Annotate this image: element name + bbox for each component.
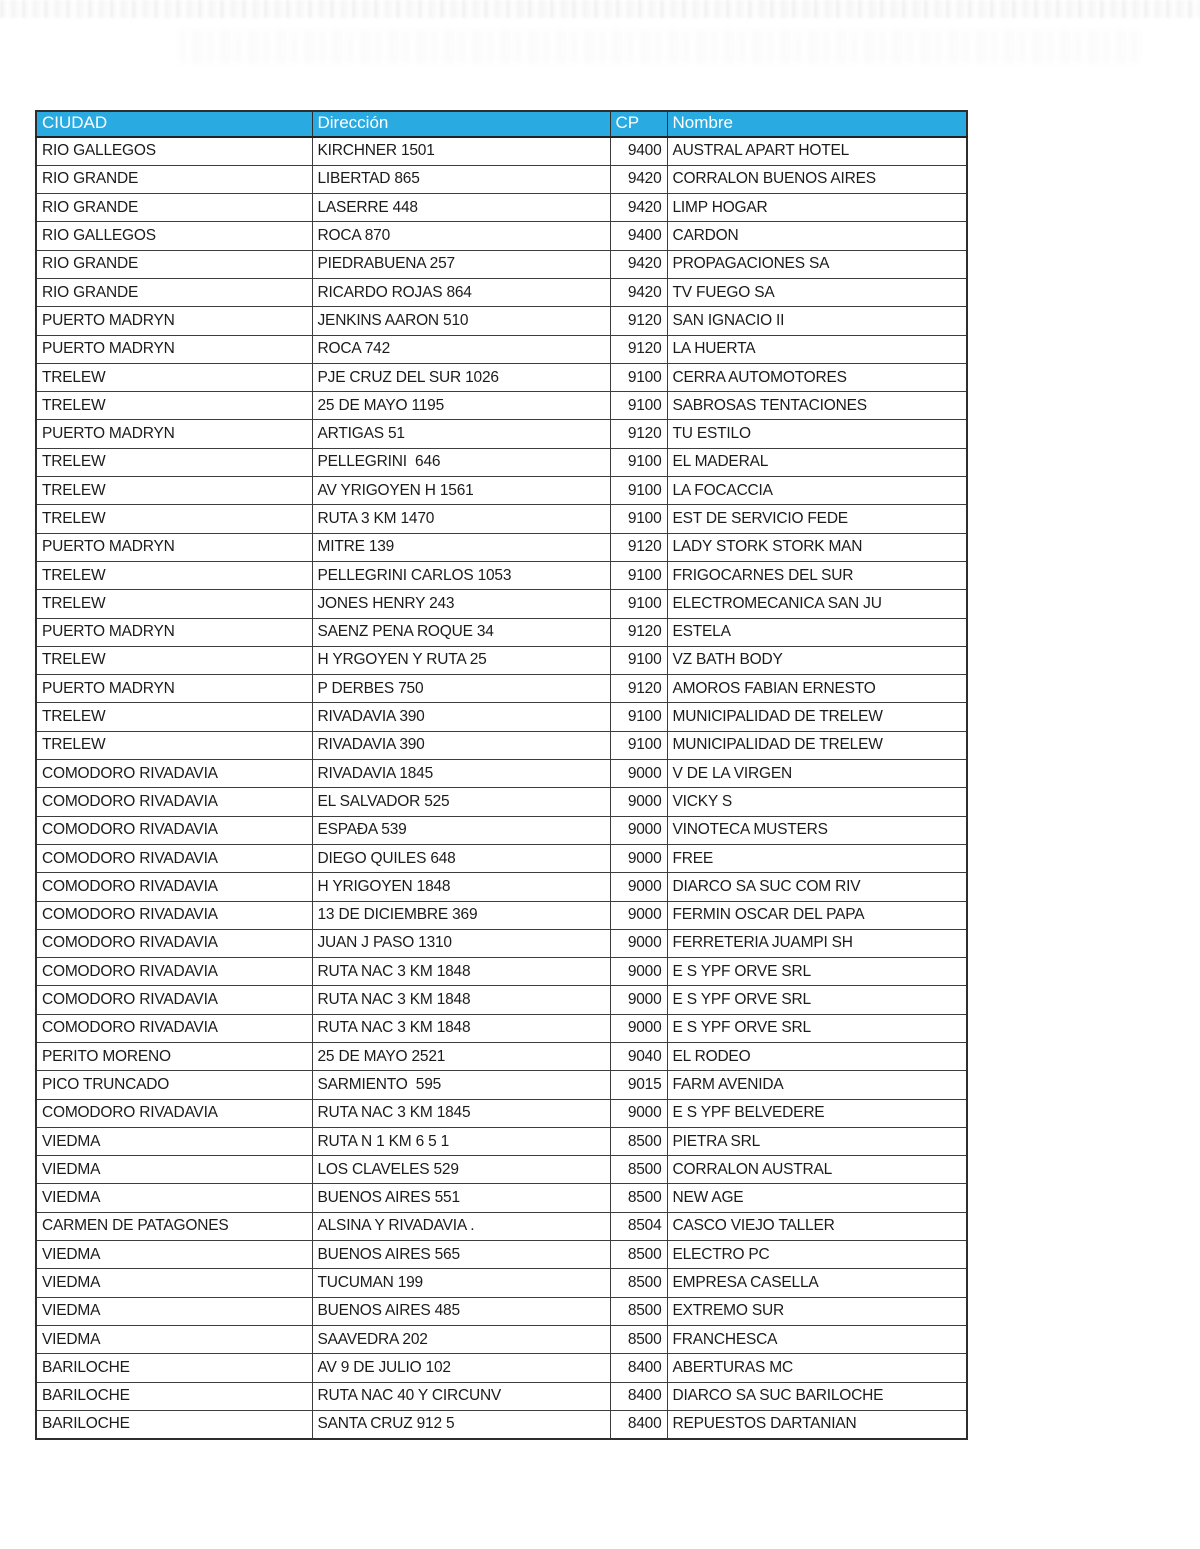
cell-city: RIO GRANDE <box>36 250 312 278</box>
cell-name: PIETRA SRL <box>667 1127 967 1155</box>
cell-city: VIEDMA <box>36 1269 312 1297</box>
cell-address: RIVADAVIA 1845 <box>312 760 610 788</box>
cell-address: KIRCHNER 1501 <box>312 137 610 165</box>
cell-address: ESPAÐA 539 <box>312 816 610 844</box>
cell-city: RIO GALLEGOS <box>36 222 312 250</box>
cell-cp: 9120 <box>610 533 667 561</box>
cell-cp: 9000 <box>610 986 667 1014</box>
table-row <box>36 1325 967 1353</box>
table-row <box>36 760 967 788</box>
cell-address: BUENOS AIRES 565 <box>312 1241 610 1269</box>
column-header-name: Nombre <box>667 111 967 137</box>
table-row <box>36 1241 967 1269</box>
cell-name: CORRALON AUSTRAL <box>667 1156 967 1184</box>
cell-city: TRELEW <box>36 646 312 674</box>
cell-name: EL RODEO <box>667 1043 967 1071</box>
cell-cp: 8500 <box>610 1127 667 1155</box>
cell-cp: 9100 <box>610 731 667 759</box>
cell-name: TU ESTILO <box>667 420 967 448</box>
cell-cp: 9100 <box>610 646 667 674</box>
cell-city: VIEDMA <box>36 1297 312 1325</box>
cell-name: FERRETERIA JUAMPI SH <box>667 929 967 957</box>
cell-city: BARILOCHE <box>36 1354 312 1382</box>
cell-city: PERITO MORENO <box>36 1043 312 1071</box>
cell-city: COMODORO RIVADAVIA <box>36 958 312 986</box>
column-header-city: CIUDAD <box>36 111 312 137</box>
table-row <box>36 703 967 731</box>
cell-city: VIEDMA <box>36 1156 312 1184</box>
cell-city: VIEDMA <box>36 1241 312 1269</box>
table-row <box>36 335 967 363</box>
table-row <box>36 1212 967 1240</box>
cell-name: FARM AVENIDA <box>667 1071 967 1099</box>
cell-cp: 9420 <box>610 278 667 306</box>
table-row <box>36 165 967 193</box>
cell-address: 25 DE MAYO 1195 <box>312 392 610 420</box>
cell-name: VZ BATH BODY <box>667 646 967 674</box>
cell-address: PELLEGRINI CARLOS 1053 <box>312 561 610 589</box>
cell-city: TRELEW <box>36 505 312 533</box>
cell-name: E S YPF BELVEDERE <box>667 1099 967 1127</box>
directory-table <box>35 110 968 1440</box>
cell-cp: 9400 <box>610 222 667 250</box>
cell-city: VIEDMA <box>36 1184 312 1212</box>
cell-cp: 8500 <box>610 1297 667 1325</box>
cell-name: EXTREMO SUR <box>667 1297 967 1325</box>
cell-address: RUTA NAC 40 Y CIRCUNV <box>312 1382 610 1410</box>
cell-cp: 9100 <box>610 561 667 589</box>
cell-address: AV 9 DE JULIO 102 <box>312 1354 610 1382</box>
cell-address: RUTA NAC 3 KM 1848 <box>312 986 610 1014</box>
cell-address: PJE CRUZ DEL SUR 1026 <box>312 363 610 391</box>
cell-name: REPUESTOS DARTANIAN <box>667 1410 967 1438</box>
cell-cp: 9120 <box>610 420 667 448</box>
table-row <box>36 1269 967 1297</box>
cell-city: PICO TRUNCADO <box>36 1071 312 1099</box>
cell-cp: 9100 <box>610 590 667 618</box>
cell-cp: 9000 <box>610 816 667 844</box>
cell-name: E S YPF ORVE SRL <box>667 958 967 986</box>
cell-address: MITRE 139 <box>312 533 610 561</box>
cell-cp: 9040 <box>610 1043 667 1071</box>
cell-address: RUTA NAC 3 KM 1845 <box>312 1099 610 1127</box>
column-header-address: Dirección <box>312 111 610 137</box>
table-row <box>36 646 967 674</box>
table-row <box>36 477 967 505</box>
table-row <box>36 816 967 844</box>
cell-name: DIARCO SA SUC BARILOCHE <box>667 1382 967 1410</box>
cell-cp: 8500 <box>610 1156 667 1184</box>
cell-city: RIO GRANDE <box>36 165 312 193</box>
table-row <box>36 137 967 165</box>
cell-cp: 9000 <box>610 1014 667 1042</box>
cell-name: LA HUERTA <box>667 335 967 363</box>
cell-address: RIVADAVIA 390 <box>312 731 610 759</box>
table-row <box>36 194 967 222</box>
cell-cp: 9000 <box>610 788 667 816</box>
cell-name: MUNICIPALIDAD DE TRELEW <box>667 703 967 731</box>
table-row <box>36 1071 967 1099</box>
cell-city: TRELEW <box>36 392 312 420</box>
cell-city: VIEDMA <box>36 1325 312 1353</box>
cell-name: AUSTRAL APART HOTEL <box>667 137 967 165</box>
table-row <box>36 873 967 901</box>
cell-city: COMODORO RIVADAVIA <box>36 1014 312 1042</box>
cell-cp: 8400 <box>610 1410 667 1438</box>
table-row <box>36 929 967 957</box>
cell-name: FRIGOCARNES DEL SUR <box>667 561 967 589</box>
cell-city: TRELEW <box>36 448 312 476</box>
cell-city: BARILOCHE <box>36 1382 312 1410</box>
cell-city: COMODORO RIVADAVIA <box>36 1099 312 1127</box>
cell-address: LIBERTAD 865 <box>312 165 610 193</box>
cell-address: ROCA 742 <box>312 335 610 363</box>
cell-name: ESTELA <box>667 618 967 646</box>
cell-name: SABROSAS TENTACIONES <box>667 392 967 420</box>
cell-address: TUCUMAN 199 <box>312 1269 610 1297</box>
cell-name: TV FUEGO SA <box>667 278 967 306</box>
cell-city: TRELEW <box>36 703 312 731</box>
table-row <box>36 1043 967 1071</box>
cell-city: RIO GALLEGOS <box>36 137 312 165</box>
cell-city: PUERTO MADRYN <box>36 420 312 448</box>
cell-cp: 9000 <box>610 760 667 788</box>
table-row <box>36 618 967 646</box>
cell-cp: 8504 <box>610 1212 667 1240</box>
cell-cp: 9420 <box>610 194 667 222</box>
cell-cp: 9000 <box>610 929 667 957</box>
cell-city: RIO GRANDE <box>36 278 312 306</box>
cell-cp: 9120 <box>610 618 667 646</box>
cell-name: ABERTURAS MC <box>667 1354 967 1382</box>
cell-cp: 9400 <box>610 137 667 165</box>
cell-city: TRELEW <box>36 477 312 505</box>
cell-city: VIEDMA <box>36 1127 312 1155</box>
table-row <box>36 1410 967 1438</box>
cell-address: JUAN J PASO 1310 <box>312 929 610 957</box>
cell-cp: 9100 <box>610 448 667 476</box>
cell-cp: 9000 <box>610 1099 667 1127</box>
table-row <box>36 958 967 986</box>
cell-city: COMODORO RIVADAVIA <box>36 816 312 844</box>
table-row <box>36 675 967 703</box>
table-row <box>36 844 967 872</box>
cell-address: H YRIGOYEN 1848 <box>312 873 610 901</box>
cell-city: COMODORO RIVADAVIA <box>36 929 312 957</box>
cell-city: PUERTO MADRYN <box>36 307 312 335</box>
cell-city: COMODORO RIVADAVIA <box>36 873 312 901</box>
cell-city: PUERTO MADRYN <box>36 618 312 646</box>
cell-name: CASCO VIEJO TALLER <box>667 1212 967 1240</box>
cell-cp: 9100 <box>610 477 667 505</box>
table-row <box>36 1127 967 1155</box>
cell-name: FRANCHESCA <box>667 1325 967 1353</box>
table-row <box>36 590 967 618</box>
cell-address: ALSINA Y RIVADAVIA . <box>312 1212 610 1240</box>
cell-address: ARTIGAS 51 <box>312 420 610 448</box>
cell-name: VINOTECA MUSTERS <box>667 816 967 844</box>
cell-cp: 9000 <box>610 901 667 929</box>
cell-address: PELLEGRINI 646 <box>312 448 610 476</box>
cell-cp: 9120 <box>610 307 667 335</box>
cell-name: CORRALON BUENOS AIRES <box>667 165 967 193</box>
table-row <box>36 392 967 420</box>
table-row <box>36 307 967 335</box>
cell-address: SAAVEDRA 202 <box>312 1325 610 1353</box>
cell-address: P DERBES 750 <box>312 675 610 703</box>
table-row <box>36 363 967 391</box>
cell-address: AV YRIGOYEN H 1561 <box>312 477 610 505</box>
cell-address: RUTA NAC 3 KM 1848 <box>312 1014 610 1042</box>
table-row <box>36 222 967 250</box>
cell-cp: 9100 <box>610 363 667 391</box>
cell-cp: 8500 <box>610 1269 667 1297</box>
table-row <box>36 1184 967 1212</box>
table-row <box>36 420 967 448</box>
table-row <box>36 505 967 533</box>
cell-name: NEW AGE <box>667 1184 967 1212</box>
cell-address: LASERRE 448 <box>312 194 610 222</box>
cell-name: E S YPF ORVE SRL <box>667 1014 967 1042</box>
table-row <box>36 1382 967 1410</box>
table-row <box>36 788 967 816</box>
cell-cp: 9420 <box>610 165 667 193</box>
table-row <box>36 1297 967 1325</box>
cell-address: BUENOS AIRES 551 <box>312 1184 610 1212</box>
cell-city: CARMEN DE PATAGONES <box>36 1212 312 1240</box>
table-row <box>36 278 967 306</box>
cell-address: JONES HENRY 243 <box>312 590 610 618</box>
cell-name: EMPRESA CASELLA <box>667 1269 967 1297</box>
cell-address: H YRGOYEN Y RUTA 25 <box>312 646 610 674</box>
table-row <box>36 1099 967 1127</box>
cell-name: EL MADERAL <box>667 448 967 476</box>
cell-city: BARILOCHE <box>36 1410 312 1438</box>
cell-city: TRELEW <box>36 731 312 759</box>
cell-address: RIVADAVIA 390 <box>312 703 610 731</box>
cell-name: SAN IGNACIO II <box>667 307 967 335</box>
cell-address: LOS CLAVELES 529 <box>312 1156 610 1184</box>
cell-cp: 9015 <box>610 1071 667 1099</box>
cell-city: COMODORO RIVADAVIA <box>36 760 312 788</box>
cell-city: COMODORO RIVADAVIA <box>36 901 312 929</box>
cell-address: DIEGO QUILES 648 <box>312 844 610 872</box>
cell-address: BUENOS AIRES 485 <box>312 1297 610 1325</box>
cell-city: RIO GRANDE <box>36 194 312 222</box>
column-header-cp: CP <box>610 111 667 137</box>
cell-name: PROPAGACIONES SA <box>667 250 967 278</box>
table-row <box>36 561 967 589</box>
cell-cp: 8500 <box>610 1241 667 1269</box>
cell-name: FERMIN OSCAR DEL PAPA <box>667 901 967 929</box>
cell-cp: 9000 <box>610 844 667 872</box>
cell-cp: 9420 <box>610 250 667 278</box>
cell-address: JENKINS AARON 510 <box>312 307 610 335</box>
cell-address: SARMIENTO 595 <box>312 1071 610 1099</box>
cell-city: COMODORO RIVADAVIA <box>36 788 312 816</box>
cell-address: RUTA 3 KM 1470 <box>312 505 610 533</box>
cell-city: PUERTO MADRYN <box>36 533 312 561</box>
table-body <box>36 137 967 1439</box>
scan-noise-ghost-text <box>180 30 1140 64</box>
scan-noise-top <box>0 0 1200 18</box>
table-row <box>36 250 967 278</box>
table-row <box>36 1156 967 1184</box>
cell-city: TRELEW <box>36 363 312 391</box>
cell-name: FREE <box>667 844 967 872</box>
cell-cp: 9120 <box>610 335 667 363</box>
cell-name: LA FOCACCIA <box>667 477 967 505</box>
cell-cp: 8400 <box>610 1354 667 1382</box>
cell-cp: 9100 <box>610 703 667 731</box>
cell-cp: 9000 <box>610 958 667 986</box>
cell-city: COMODORO RIVADAVIA <box>36 844 312 872</box>
cell-address: ROCA 870 <box>312 222 610 250</box>
table-row <box>36 901 967 929</box>
cell-name: CERRA AUTOMOTORES <box>667 363 967 391</box>
cell-cp: 9100 <box>610 505 667 533</box>
cell-cp: 9100 <box>610 392 667 420</box>
cell-name: LADY STORK STORK MAN <box>667 533 967 561</box>
cell-city: TRELEW <box>36 590 312 618</box>
cell-address: RUTA N 1 KM 6 5 1 <box>312 1127 610 1155</box>
cell-address: RUTA NAC 3 KM 1848 <box>312 958 610 986</box>
cell-name: DIARCO SA SUC COM RIV <box>667 873 967 901</box>
table-row <box>36 731 967 759</box>
cell-address: 25 DE MAYO 2521 <box>312 1043 610 1071</box>
cell-address: EL SALVADOR 525 <box>312 788 610 816</box>
cell-address: RICARDO ROJAS 864 <box>312 278 610 306</box>
cell-cp: 9000 <box>610 873 667 901</box>
header-row <box>36 111 967 137</box>
cell-city: TRELEW <box>36 561 312 589</box>
cell-name: AMOROS FABIAN ERNESTO <box>667 675 967 703</box>
cell-name: MUNICIPALIDAD DE TRELEW <box>667 731 967 759</box>
table-row <box>36 533 967 561</box>
table-row <box>36 986 967 1014</box>
cell-name: ELECTROMECANICA SAN JU <box>667 590 967 618</box>
cell-cp: 8500 <box>610 1325 667 1353</box>
cell-city: COMODORO RIVADAVIA <box>36 986 312 1014</box>
table-row <box>36 1014 967 1042</box>
cell-city: PUERTO MADRYN <box>36 675 312 703</box>
cell-cp: 8500 <box>610 1184 667 1212</box>
table-header <box>36 111 967 137</box>
cell-name: CARDON <box>667 222 967 250</box>
cell-name: V DE LA VIRGEN <box>667 760 967 788</box>
cell-address: 13 DE DICIEMBRE 369 <box>312 901 610 929</box>
cell-address: PIEDRABUENA 257 <box>312 250 610 278</box>
table-row <box>36 448 967 476</box>
cell-name: EST DE SERVICIO FEDE <box>667 505 967 533</box>
cell-name: E S YPF ORVE SRL <box>667 986 967 1014</box>
cell-city: PUERTO MADRYN <box>36 335 312 363</box>
cell-name: ELECTRO PC <box>667 1241 967 1269</box>
cell-name: VICKY S <box>667 788 967 816</box>
cell-cp: 8400 <box>610 1382 667 1410</box>
cell-cp: 9120 <box>610 675 667 703</box>
table-row <box>36 1354 967 1382</box>
cell-address: SAENZ PENA ROQUE 34 <box>312 618 610 646</box>
cell-name: LIMP HOGAR <box>667 194 967 222</box>
cell-address: SANTA CRUZ 912 5 <box>312 1410 610 1438</box>
